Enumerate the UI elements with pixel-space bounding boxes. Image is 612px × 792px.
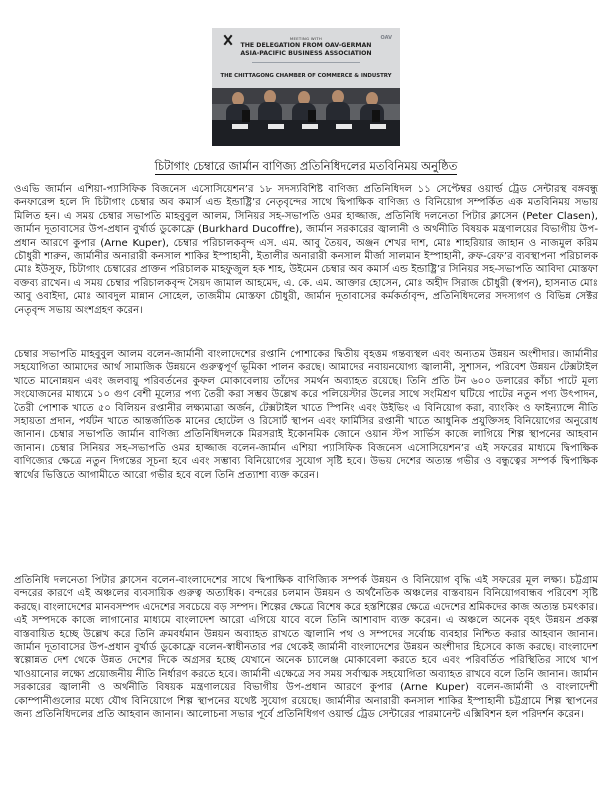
name-plate bbox=[370, 124, 386, 129]
banner-title-line-2: ASIA-PACIFIC BUSINESS ASSOCIATION bbox=[240, 50, 372, 57]
oav-logo: OAV bbox=[380, 35, 392, 41]
paragraph-1: ওএভি জার্মান এশিয়া-প্যাসিফিক বিজনেস এসোসিয়েশন’র ১৮ সদস্যবিশিষ্ট বাণিজ্য প্রতিনিধিদল ১১ সেপ্টেম্বর ওয়ার্ল্ড ট্রেড সেন্টারস্থ বঙ্গবন্ধু কনফারেন্স হলে দি চিটাগাং চেম্বার অব কমার্স এন্ড ইন্ডাষ্ট্রি’র নেতৃবৃন্দের সাথে দ্বিপাক্ষিক বাণিজ্য ও বিনিয়োগ সম্পর্কিত এক মতবিনিময় সভায় মিলিত হন। এ সময় চেম্বার সভাপতি মাহবুবুল আলম, সিনিয়র সহ-সভাপতি ওমর হাজ্জাজ, প্রতিনিধি দলনেতা পিটার ক্লাসেন (Peter Clasen), জার্মান দূতাবাসের উপ-প্রধান বুর্খার্ড ডুকোফ্রে (Burkhard Ducoffre), জার্মান সরকারের জ্বালানী ও অর্থনীতি বিষয়ক মন্ত্রণালয়ের বিভাগীয় উপ-প্রধান আরণে কুপার (Arne Kuper), চেম্বার পরিচালকবৃন্দ এস. এম. আবু তৈয়ব, অঞ্জন শেখর দাশ, মোঃ শাহরিয়ার জাহান ও নাজমুল করিম চৌধুরী শারুন, জার্মানীর অনারারী কনসাল শাকির ইস্পাহানী, ইতালীর অনারারী কনসাল মীর্জা সালমান ইস্পাহানী, রুফ-রেফ’র ব্যবস্থাপনা পরিচালক মোঃ ইউসুফ, চিটাগাং চেম্বারের প্রাক্তন পরিচালক মাহফুজুল হক শাহ, উইমেন চেম্বার অব কমার্স এন্ড ইন্ডাষ্ট্রি’র সিনিয়র সহ-সভাপতি আবিদা মোস্তফা বক্তব্য রাখেন। এ সময় চেম্বার পরিচালকবৃন্দ সৈয়দ জামাল আহমেদ, এ. কে. এম. আক্তার হোসেন, মোঃ অহীদ সিরাজ চৌধুরী (স্বপন), হাসনাত মোঃ আবু ওবাইদা, মোঃ আবদুল মান্নান সোহেল, তাজমীম মোস্তফা চৌধুরী, জার্মান দূতাবাসের কর্মকর্তাবৃন্দ, প্রতিনিধিদলের সদস্যগণ ও বিভিন্ন সেক্টর নেতৃবৃন্দ সভায় অংশগ্রহণ করেন। bbox=[14, 184, 598, 316]
paragraph-3: প্রতিনিধি দলনেতা পিটার ক্লাসেন বলেন-বাংলাদেশের সাথে দ্বিপাক্ষিক বাণিজ্যিক সম্পর্ক উন্নয়ন ও বিনিয়োগ বৃদ্ধি এই সফরের মূল লক্ষ্য। চট্টগ্রাম বন্দরের কারণে এই অঞ্চলের ব্যবসায়িক গুরুত্ব অত্যধিক। বন্দরের চলমান উন্নয়ন ও অর্থনৈতিক অঞ্চলের বাস্তবায়ন বিনিয়োগবান্ধব পরিবেশ সৃষ্টি করছে। বাংলাদেশের মানবসম্পদ এদেশের সবচেয়ে বড় সম্পদ। শিল্পের ক্ষেত্রে বিশেষ করে হস্তশিল্পের ক্ষেত্রে এদেশের শ্রমিকদের কাজ অত্যন্ত চমৎকার। এই সম্পদকে কাজে লাগানোর মাধ্যমে বাংলাদেশ আরো এগিয়ে যাবে বলে তিনি আশাবাদ ব্যক্ত করেন। এ অঞ্চলে অনেক বৃহৎ উন্নয়ন প্রকল্প বাস্তবায়িত হচ্ছে উল্লেখ করে তিনি ক্রমবর্ধমান উন্নয়ন অব্যাহত রাখতে জ্বালানি পথ ও সম্পদের সর্বোচ্চ ব্যবহার নিশ্চিত করার আহবান জানান। জার্মান দূতাবাসের উপ-প্রধান বুর্খার্ড ডুকোফ্রে বলেন-স্বাধীনতার পর থেকেই জার্মানী বাংলাদেশের উন্নয়ন অংশীদার হিসেবে কাজ করছে। বাংলাদেশ স্বল্পোন্নত দেশ থেকে উন্নত দেশের দিকে অগ্রসর হচ্ছে যেখানে অনেক চ্যালেঞ্জ মোকাবেলা করতে হবে এবং পরিবর্তিত পরিস্থিতির সাথে খাপ খাওয়ানোর লক্ষ্যে প্রয়োজনীয় নীতি নির্ধারণ করতে হবে। জার্মানী এক্ষেত্রে সব সময় সর্বাত্মক সহযোগিতা অব্যাহত রাখবে বলে তিনি জানান। জার্মান সরকারের জ্বালানী ও অর্থনীতি বিষয়ক মন্ত্রণালয়ের বিভাগীয় উপ-প্রধান আরণে কুপার (Arne Kuper) বলেন-জার্মানী ও বাংলাদেশী কোম্পানীগুলোর মধ্যে যৌথ বিনিয়োগে শিল্প স্থাপনের যথেষ্ট সুযোগ রয়েছে। জার্মানীর অনারারী কনসাল শাকির ইস্পাহানী চট্টগ্রামে শিল্প স্থাপনের জন্য প্রতিনিধিদলের প্রতি আহবান জানান। আলোচনা সভার পূর্বে প্রতিনিধিগণ ওয়ার্ল্ড ট্রেড সেন্টারের পারমানেন্ট এক্সিবিশন হল পরিদর্শন করেন। bbox=[14, 575, 598, 721]
name-plate bbox=[302, 124, 318, 129]
name-plate bbox=[232, 124, 248, 129]
microphone-icon bbox=[242, 110, 250, 122]
banner-rule bbox=[252, 62, 360, 63]
banner-meeting-with: MEETING WITH bbox=[289, 36, 323, 41]
banner-title-line-1: THE DELEGATION FROM OAV-GERMAN bbox=[240, 42, 372, 49]
name-plate bbox=[336, 124, 352, 129]
article-title-text: চিটাগাং চেম্বারে জার্মান বাণিজ্য প্রতিনিধিদলের মতবিনিময় অনুষ্ঠিত bbox=[154, 159, 458, 173]
microphone-icon bbox=[372, 110, 380, 122]
event-banner bbox=[212, 28, 400, 88]
microphone-icon bbox=[308, 110, 316, 122]
paragraph-2: চেম্বার সভাপতি মাহবুবুল আলম বলেন-জার্মানী বাংলাদেশের রপ্তানি পোশাকের দ্বিতীয় বৃহত্তম গন্তব্যস্থল এবং অন্যতম উন্নয়ন অংশীদার। জার্মানীর সহযোগিতা আমাদের আর্থ সামাজিক উন্নয়নে গুরুত্বপূর্ণ ভূমিকা পালন করছে। আমাদের নবায়নযোগ্য জ্বালানী, সুশাসন, পরিবেশ উন্নয়ন টেক্সটাইল খাতে মানোন্নয়ন এবং জলবায়ু পরিবর্তনের কুফল মোকাবেলায় তাঁদের সমর্থন অব্যাহত রয়েছে। তিনি প্রতি টন ৬০০ ডলারের কাঁচা পাটে মূল্য সংযোজনের মাধ্যমে ১০ গুণ বেশী মূল্যের পণ্য তৈরী করা সম্ভব উল্লেখ করে পলিয়েস্টার উলের সাথে সংমিশ্রণ ঘটিয়ে পাটের নতুন পণ্য উৎপাদন, তৈরী পোশাক খাতে ৫০ বিলিয়ন রপ্তানীর লক্ষ্যমাত্রা অর্জন, টেক্সটাইল খাতে স্পিনিং এবং উইভিং এ বিনিয়োগ করা, ব্যাংকিং ও ফাইন্যান্সে নীতি সহায়তা প্রদান, পর্যটন খাতে আন্তর্জাতিক মানের হোটেল ও রিসোর্ট স্থাপন এবং ফার্মিসির রপ্তানী খাতে আধুনিক প্রযুক্তিসহ বিনিয়োগের অনুরোধ জানান। চেম্বার সভাপতি জার্মান বাণিজ্য প্রতিনিধিদলকে মিরসরাই ইকোনমিক জোনে ওয়ান স্টপ সার্ভিস কাজে লাগিয়ে শিল্প স্থাপনের আহবান জানান। চেম্বার সিনিয়র সহ-সভাপতি ওমর হাজ্জাজ বলেন-জার্মান এশিয়া প্যাসিফিক বিজনেস এসোসিয়েশন’র এই সফরের মাধ্যমে দ্বিপাক্ষিক বাণিজ্যের ক্ষেত্রে নতুন দিগন্তের সূচনা হবে এবং সম্ভাব্য বিনিয়োগের সুযোগ সৃষ্টি হবে। উভয় দেশের অত্যন্ত গভীর ও বন্ধুত্বের সম্পর্ক দ্বিপাক্ষিক স্বার্থের ভিত্তিতে আগামীতে আরো গভীর হবে বলে তিনি প্রত্যাশা ব্যক্ত করেন। bbox=[14, 349, 598, 481]
name-plate bbox=[268, 124, 284, 129]
meeting-photo bbox=[212, 28, 400, 146]
banner-title-line-3: THE CHITTAGONG CHAMBER OF COMMERCE & INDUSTRY bbox=[220, 73, 392, 79]
article-title bbox=[0, 158, 612, 177]
